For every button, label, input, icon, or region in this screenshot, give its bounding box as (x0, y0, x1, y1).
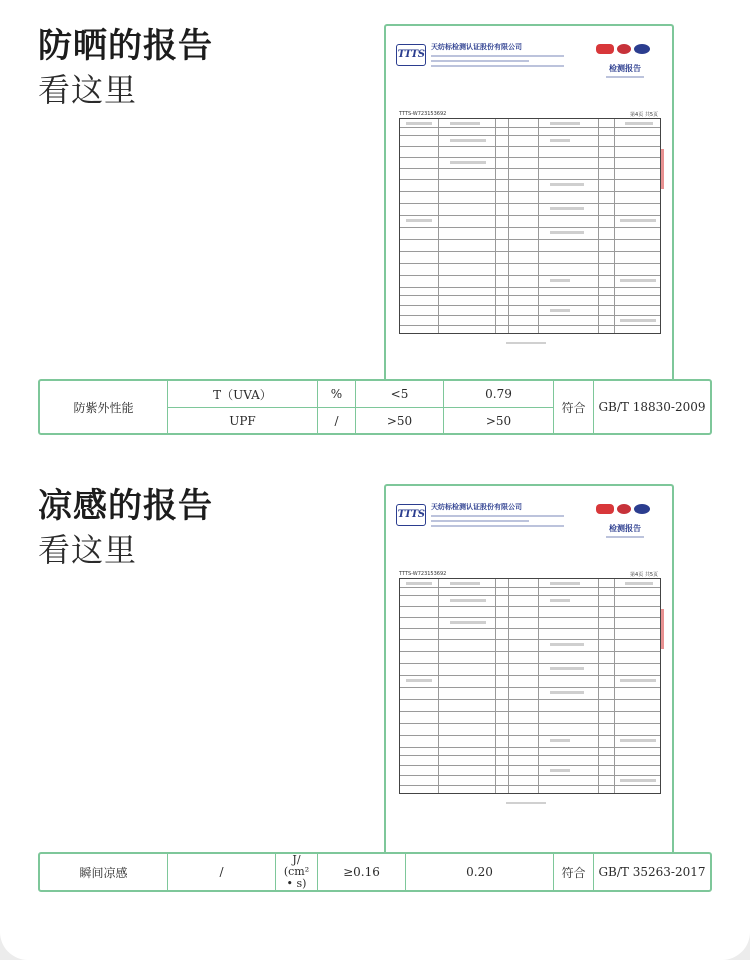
unit-cell: / (318, 408, 356, 433)
cooling-report-section (0, 460, 750, 960)
judgement-cell: 符合 (554, 381, 594, 433)
section-subtitle: 看这里 (38, 531, 138, 569)
report-image (384, 484, 674, 864)
judgement-cell: 符合 (554, 854, 594, 890)
report-table (399, 118, 661, 334)
section-title: 防晒的报告 (38, 26, 213, 66)
param-cell: UPF (168, 408, 318, 433)
test-item: 防紫外性能 (40, 381, 168, 433)
report-doc-title: 检测报告 (606, 523, 644, 538)
report-footer-line (506, 342, 546, 344)
requirement-cell: >50 (356, 408, 444, 433)
report-company: 天纺标检测认证股份有限公司 (431, 502, 571, 527)
report-number: TTTS-W723153692 (399, 571, 447, 577)
standard-cell: GB/T 18830-2009 (598, 400, 706, 414)
section-title: 凉感的报告 (38, 486, 213, 526)
section-heading (38, 26, 213, 110)
report-doc-title: 检测报告 (606, 63, 644, 78)
report-table (399, 578, 661, 794)
unit-cell: % (318, 381, 356, 407)
param-cell: T（UVA） (168, 381, 318, 407)
report-page: 第4页 共5页 (630, 572, 658, 578)
requirement-cell: <5 (356, 381, 444, 407)
result-cell: 0.20 (406, 854, 554, 890)
standard-cell: GB/T 35263-2017 (598, 865, 706, 879)
report-footer-line (506, 802, 546, 804)
report-image (384, 24, 674, 392)
test-item: 瞬间凉感 (40, 854, 168, 890)
sunscreen-report-section (0, 0, 750, 460)
cooling-highlight-table (38, 852, 712, 892)
result-cell: >50 (444, 408, 554, 433)
report-number: TTTS-W723153692 (399, 111, 447, 117)
accreditation-badges-icon (596, 44, 650, 54)
report-page: 第4页 共5页 (630, 112, 658, 118)
section-subtitle: 看这里 (38, 71, 138, 109)
ttts-logo-icon: TTTS (396, 44, 426, 66)
uv-protection-highlight-table (38, 379, 712, 435)
param-cell: / (168, 854, 276, 890)
requirement-cell: ≥0.16 (318, 854, 406, 890)
accreditation-badges-icon (596, 504, 650, 514)
ttts-logo-icon: TTTS (396, 504, 426, 526)
result-cell: 0.79 (444, 381, 554, 407)
section-heading (38, 486, 213, 570)
report-company: 天纺标检测认证股份有限公司 (431, 42, 571, 67)
unit-cell: J/ (cm² • s) (276, 854, 318, 890)
